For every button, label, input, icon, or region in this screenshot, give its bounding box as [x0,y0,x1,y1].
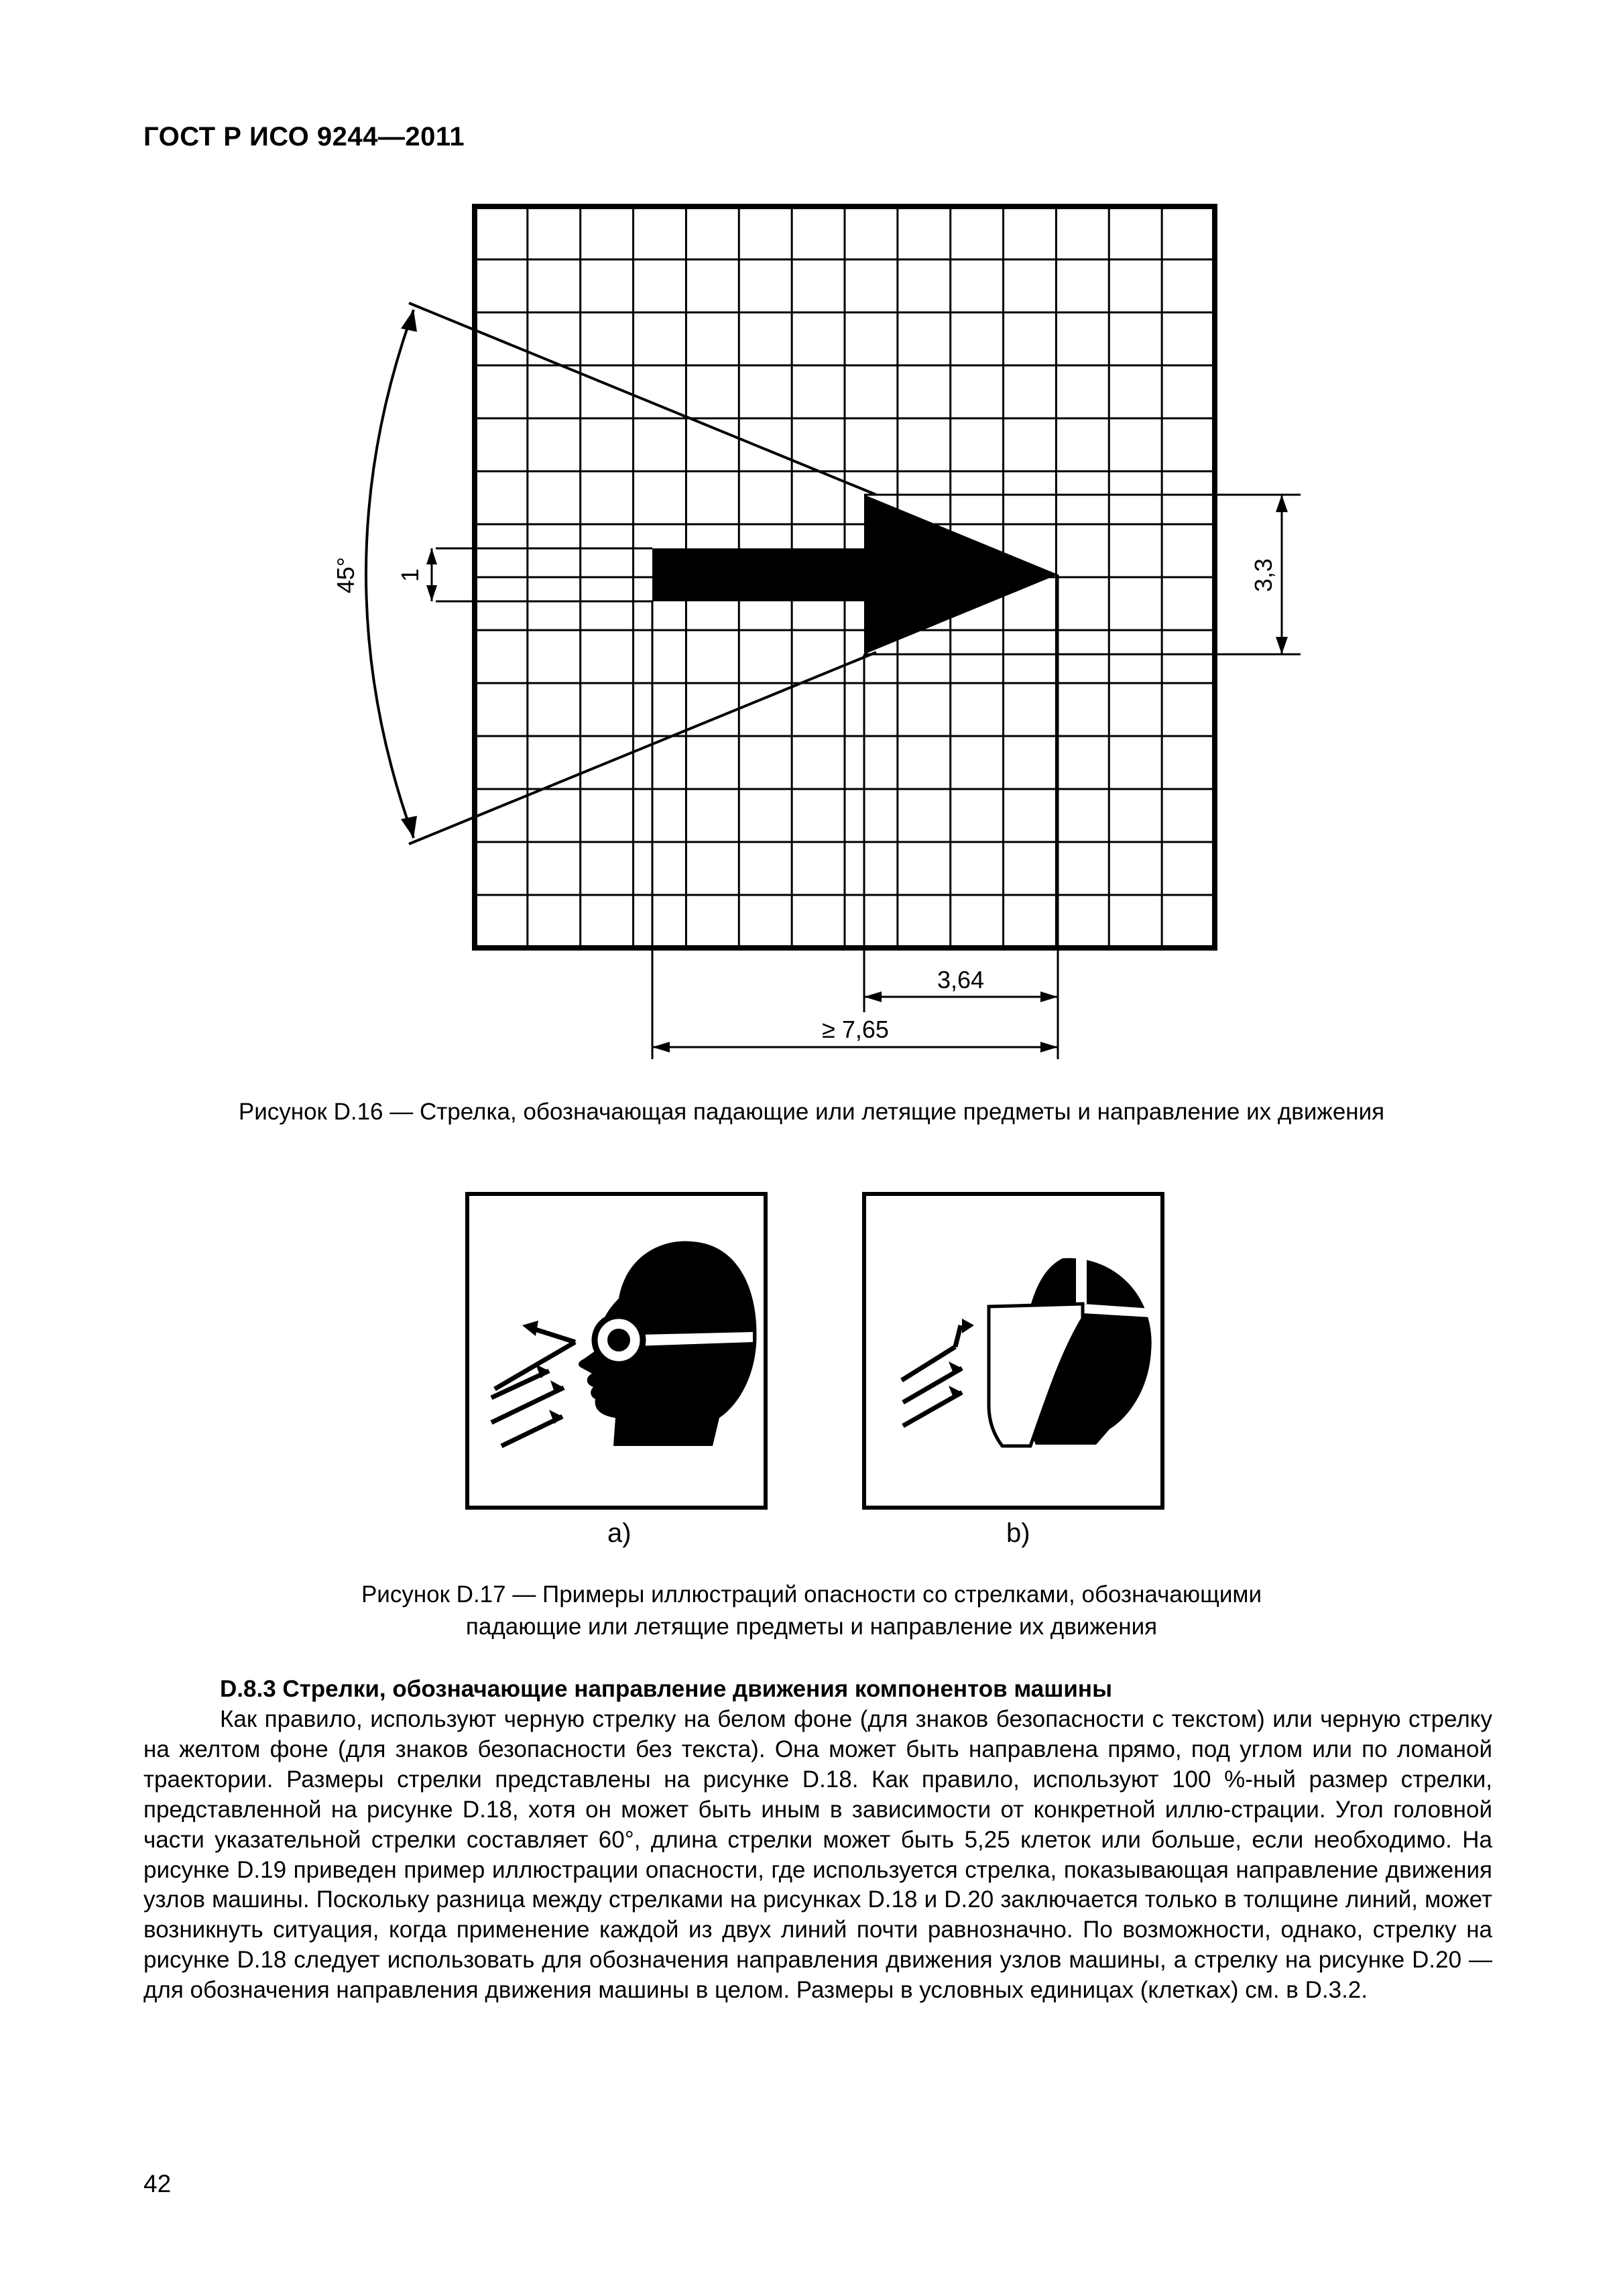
arc-arrowhead-bottom [401,816,417,838]
total-length-arrow-right [1040,1042,1058,1052]
head-length-arrow-left [864,991,882,1002]
angle-line-upper [409,303,876,495]
total-length-label: ≥ 7,65 [822,1016,889,1043]
figure-d17-caption-line1: Рисунок D.17 — Примеры иллюстраций опасности со стрелками, обозначающими [361,1581,1262,1608]
total-length-arrow-left [652,1042,670,1052]
shaft-label: 1 [396,568,424,583]
figure-d17b-label: b) [1006,1518,1030,1548]
angle-line-lower [409,652,876,844]
head-length-label: 3,64 [937,966,985,993]
shaft-dim-arrow-bottom [426,585,437,601]
figure-d16-diagram [0,0,1623,1086]
shaft-dim-arrow-top [426,548,437,564]
head-height-label: 3,3 [1250,558,1277,593]
document-header: ГОСТ Р ИСО 9244—2011 [143,122,465,152]
angle-label: 45° [332,556,359,594]
head-dim-arrow-top [1276,495,1288,512]
figure-d17-caption-line2: падающие или летящие предметы и направление их движения [465,1614,1158,1640]
section-title: D.8.3 Стрелки, обозначающие направление движения компонентов машины [220,1676,1112,1702]
arc-arrowhead-top [401,310,417,332]
page-number: 42 [143,2170,172,2197]
section-paragraph: Как правило, используют черную стрелку на белом фоне (для знаков безопасности с текстом) или черную стрелку на желтом фоне (для знаков безопасности без текста). Она может быть направлена прямо, под углом или по ломаной траектории. Размеры стрелки представлены на рисунке D.18. Как правило, используют 100 %-ный размер стрелки, представленной на рисунке D.18, хотя он может быть иным в зависимости от конкретной иллю-страции. Угол головной части указательной стрелки составляет 60°, длина стрелки может быть 5,25 клеток или больше, если необходимо. На рисунке D.19 приведен пример иллюстрации опасности, где используется стрелка, показывающая направление движения узлов машины. Поскольку разница между стрелками на рисунках D.18 и D.20 заключается только в толщине линий, может возникнуть ситуация, когда применение каждой из двух линий почти равнозначно. По возможности, однако, стрелку на рисунке D.18 следует использовать для обозначения направления движения узлов машины, а стрелку на рисунке D.20 — для обозначения направления движения машины в целом. Размеры в условных единицах (клетках) см. в D.3.2. [143,1706,1492,2004]
section-body [143,1705,1492,2006]
arrow-shaft [652,548,864,601]
figure-d16-caption: Рисунок D.16 — Стрелка, обозначающая падающие или летящие предметы и направление их движения [238,1099,1385,1125]
head-length-arrow-right [1040,991,1058,1002]
figure-d17a-illustration [465,1191,768,1510]
figure-d17b-illustration [861,1191,1165,1510]
head-dim-arrow-bottom [1276,637,1288,654]
figure-d17a-label: a) [607,1518,632,1548]
goggle-lens-inner [607,1329,630,1351]
